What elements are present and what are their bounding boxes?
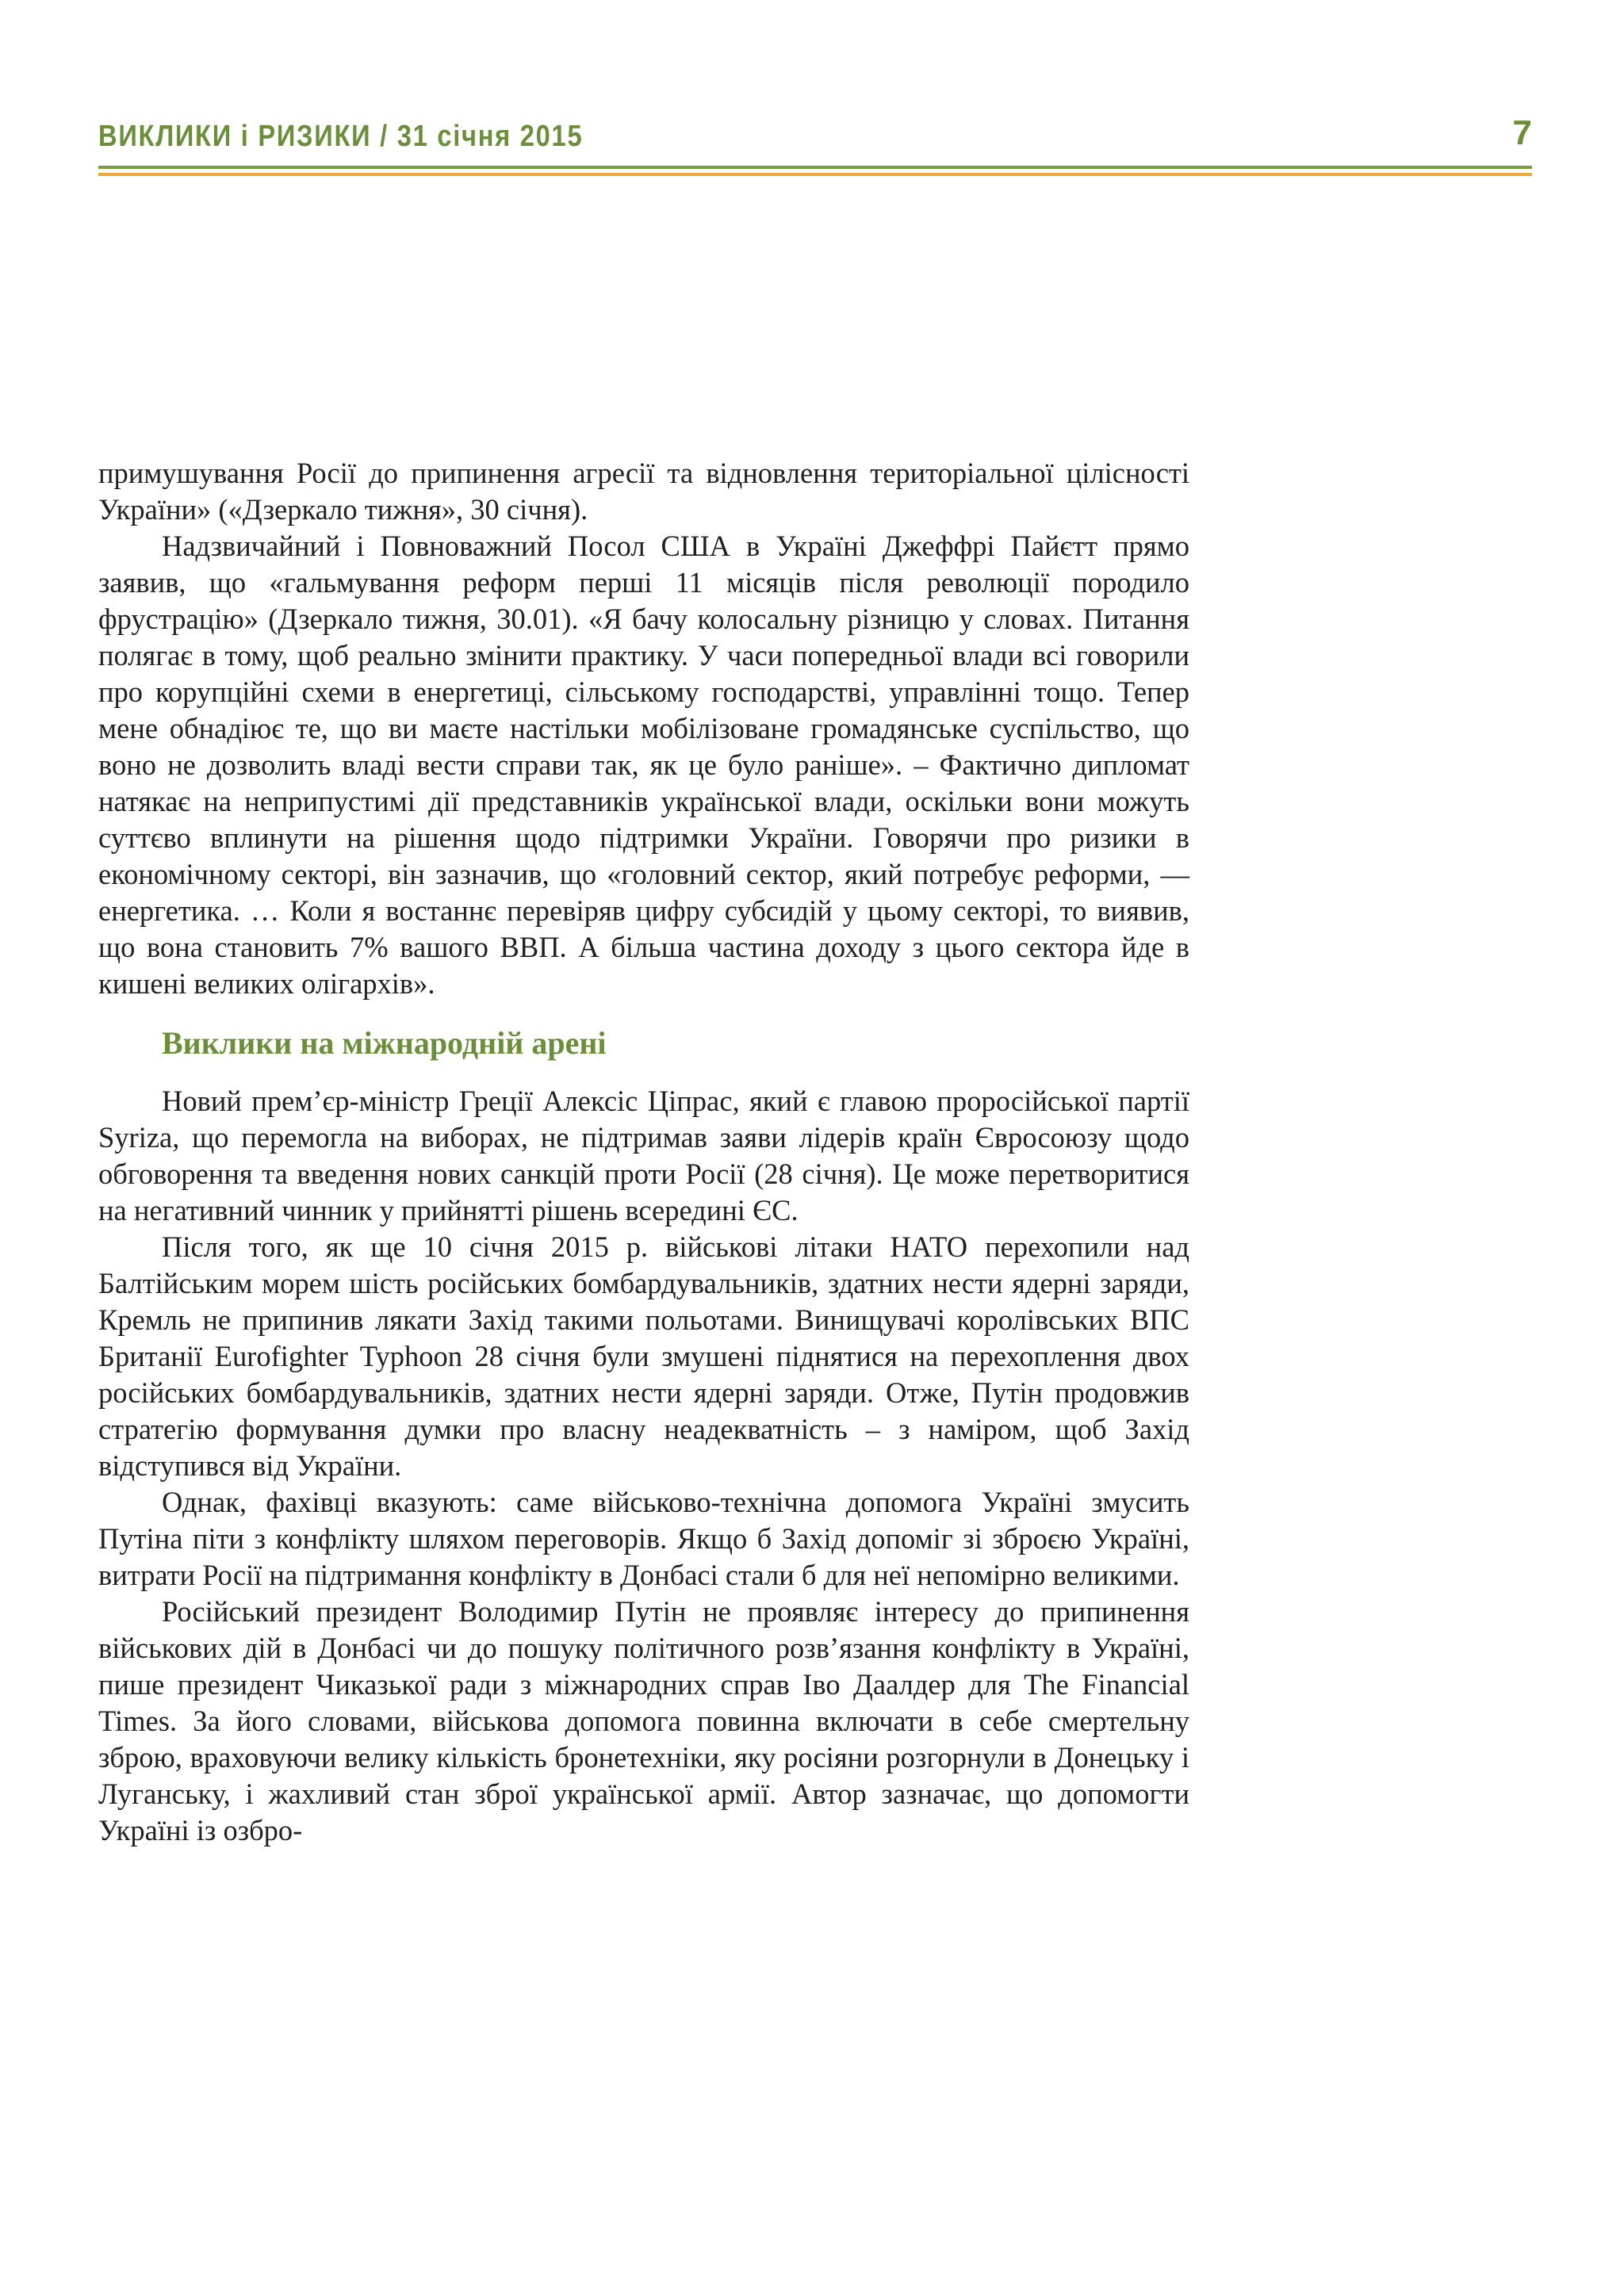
paragraph-nato-intercept: Після того, як ще 10 січня 2015 р. військові літаки НАТО перехопили над Балтійським морем шість російських бомбардувальників, здатних нести ядерні заряди, Кремль не припинив лякати Захід такими польотами. Винищувачі королівських ВПС Британії Eurofighter Typhoon 28 січня були змушені піднятися на перехоплення двох російських бомбардувальників, здатних нести ядерні заряди. Отже, Путін продовжив стратегію формування думки про власну неадекватність – з наміром, щоб Захід відступився від України. <box>98 1230 1189 1482</box>
paragraph-ambassador-pyatt: Надзвичайний і Повноважний Посол США в Україні Джеффрі Пайєтт прямо заявив, що «гальмування реформ перші 11 місяців після революції породило фрустрацію» (Дзеркало тижня, 30.01). «Я бачу колосальну різницю у словах. Питання полягає в тому, щоб реально змінити практику. У часи попередньої влади всі говорили про корупційні схеми в енергетиці, сільському господарстві, управлінні тощо. Тепер мене обнадіює те, що ви маєте настільки мобілізоване громадянське суспільство, що воно не дозволить владі вести справи так, як це було раніше». – Фактично дипломат натякає на неприпустимі дії представників української влади, оскільки вони можуть суттєво вплинути на рішення щодо підтримки України. Говорячи про ризики в економічному секторі, він зазначив, що «головний сектор, який потребує реформи, — енергетика. … Коли я востаннє перевіряв цифру субсидій у цьому секторі, то виявив, що вона становить 7% вашого ВВП. А більша частина доходу з цього сектора йде в кишені великих олігархів». <box>98 530 1189 1000</box>
page-number: 7 <box>1512 113 1532 152</box>
running-header-title: ВИКЛИКИ і РИЗИКИ / 31 січня 2015 <box>98 120 584 153</box>
section-heading: Виклики на міжнародній арені <box>162 1025 607 1061</box>
paragraph-daalder: Російський президент Володимир Путін не проявляє інтересу до припинення військових дій в Донбасі чи до пошуку політичного розв’язання конфлікту в Україні, пише президент Чиказької ради з міжнародних справ Іво Даалдер для The Financial Times. За його словами, військова допомога повинна включати в себе смертельну зброю, враховуючи велику кількість бронетехніки, яку росіяни розгорнули в Донецьку і Луганську, і жахливий стан зброї української армії. Автор зазначає, що допомогти Україні із озбро- <box>98 1595 1189 1846</box>
header-rule-green <box>98 166 1532 169</box>
article-body <box>98 455 1189 1849</box>
page-header <box>98 113 1532 165</box>
paragraph-military-aid: Однак, фахівці вказують: саме військово-технічна допомога Україні змусить Путіна піти з конфлікту шляхом переговорів. Якщо б Захід допоміг зі зброєю Україні, витрати Росії на підтримання конфлікту в Донбасі стали б для неї непомірно великими. <box>98 1486 1189 1591</box>
paragraph-greece-tsipras: Новий прем’єр-міністр Греції Алексіс Ціпрас, який є главою проросійської партії Syriza, що перемогла на виборах, не підтримав заяви лідерів країн Євросоюзу щодо обговорення та введення нових санкцій проти Росії (28 січня). Це може перетворитися на негативний чинник у прийнятті рішень всередині ЄС. <box>98 1085 1189 1226</box>
header-rule-orange <box>98 173 1532 176</box>
paragraph-continued: примушування Росії до припинення агресії та відновлення територіальної цілісності України» («Дзеркало тижня», 30 січня). <box>98 457 1189 526</box>
